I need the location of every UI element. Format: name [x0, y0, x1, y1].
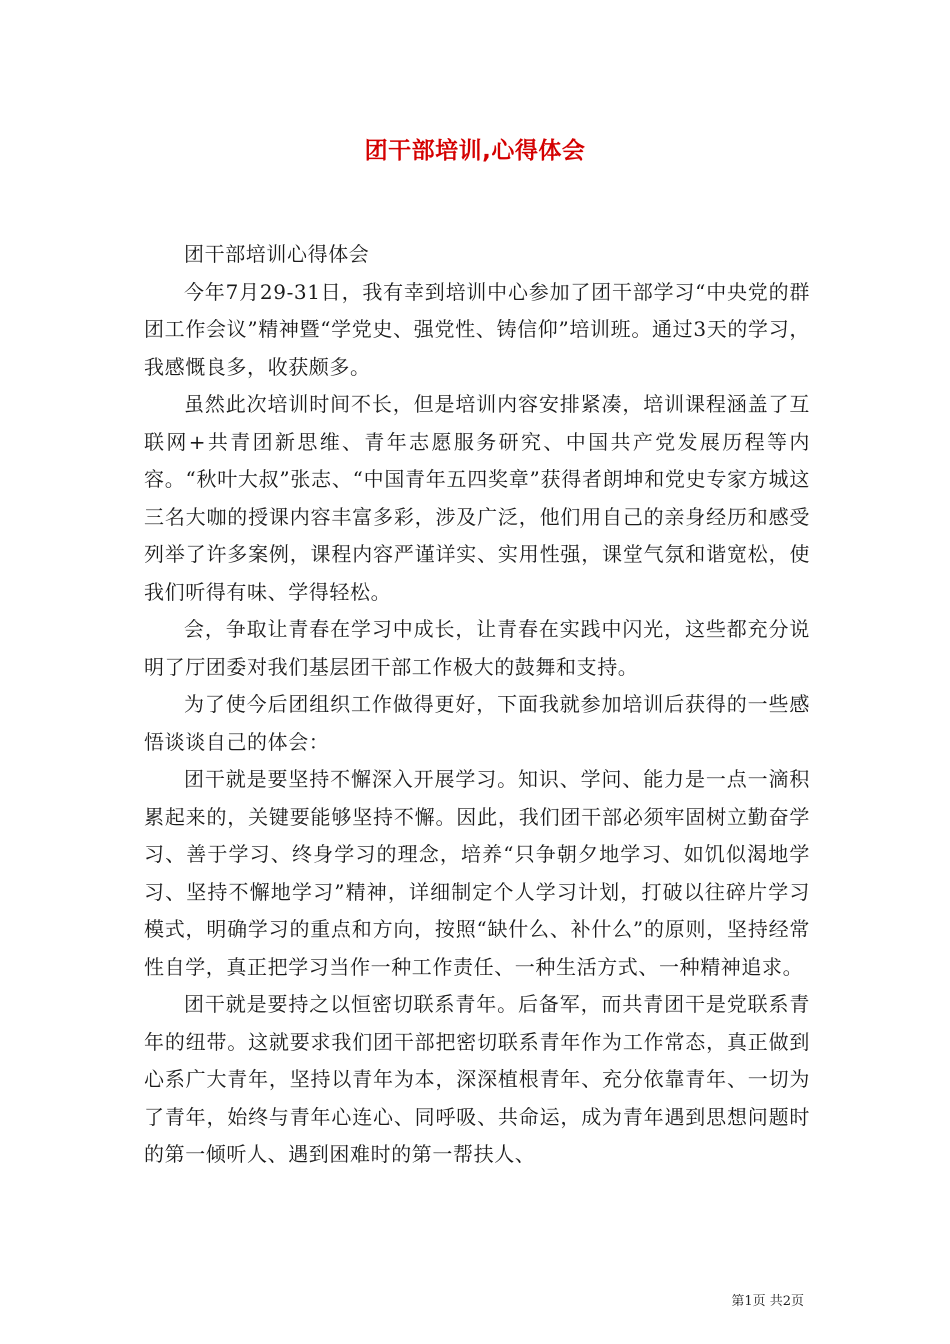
paragraph-subtitle: 团干部培训心得体会: [184, 242, 370, 266]
page-number-footer: 第1页 共2页: [731, 1294, 804, 1309]
paragraph-youth-contact: 团干就是要持之以恒密切联系青年。后备军，而共青团干是党联系青年的纽带。这就要求我们团干部把密切联系青年作为工作常态，真正做到心系广大青年，坚持以青年为本，深深植根青年、充分依靠青年、一切为了青年，始终与青年心连心、同呼吸、共命运，成为青年遇到思想问题时的第一倾听人、遇到困难时的第一帮扶人、: [144, 992, 810, 1166]
paragraph-transition: 为了使今后团组织工作做得更好，下面我就参加培训后获得的一些感悟谈谈自己的体会：: [144, 692, 810, 754]
paragraph-support: 会，争取让青春在学习中成长，让青春在实践中闪光，这些都充分说明了厅团委对我们基层团干部工作极大的鼓舞和支持。: [144, 617, 810, 679]
document-title: 团干部培训,心得体会: [364, 138, 586, 164]
paragraph-intro: 今年7月29-31日，我有幸到培训中心参加了团干部学习“中央党的群团工作会议”精神暨“学党史、强党性、铸信仰”培训班。通过3天的学习，我感慨良多，收获颇多。: [144, 279, 810, 379]
paragraph-study: 团干就是要坚持不懈深入开展学习。知识、学问、能力是一点一滴积累起来的，关键要能够坚持不懈。因此，我们团干部必须牢固树立勤奋学习、善于学习、终身学习的理念，培养“只争朝夕地学习、如饥似渴地学习、坚持不懈地学习”精神，详细制定个人学习计划，打破以往碎片学习模式，明确学习的重点和方向，按照“缺什么、补什么”的原则，坚持经常性自学，真正把学习当作一种工作责任、一种生活方式、一种精神追求。: [144, 767, 810, 979]
document-body: [144, 236, 810, 1174]
paragraph-course-content: 虽然此次培训时间不长，但是培训内容安排紧凑，培训课程涵盖了互联网+共青团新思维、青年志愿服务研究、中国共产党发展历程等内容。“秋叶大叔”张志、“中国青年五四奖章”获得者朗坤和党史专家方城这三名大咖的授课内容丰富多彩，涉及广泛，他们用自己的亲身经历和感受列举了许多案例，课程内容严谨详实、实用性强，课堂气氛和谐宽松，使我们听得有味、学得轻松。: [144, 392, 810, 604]
